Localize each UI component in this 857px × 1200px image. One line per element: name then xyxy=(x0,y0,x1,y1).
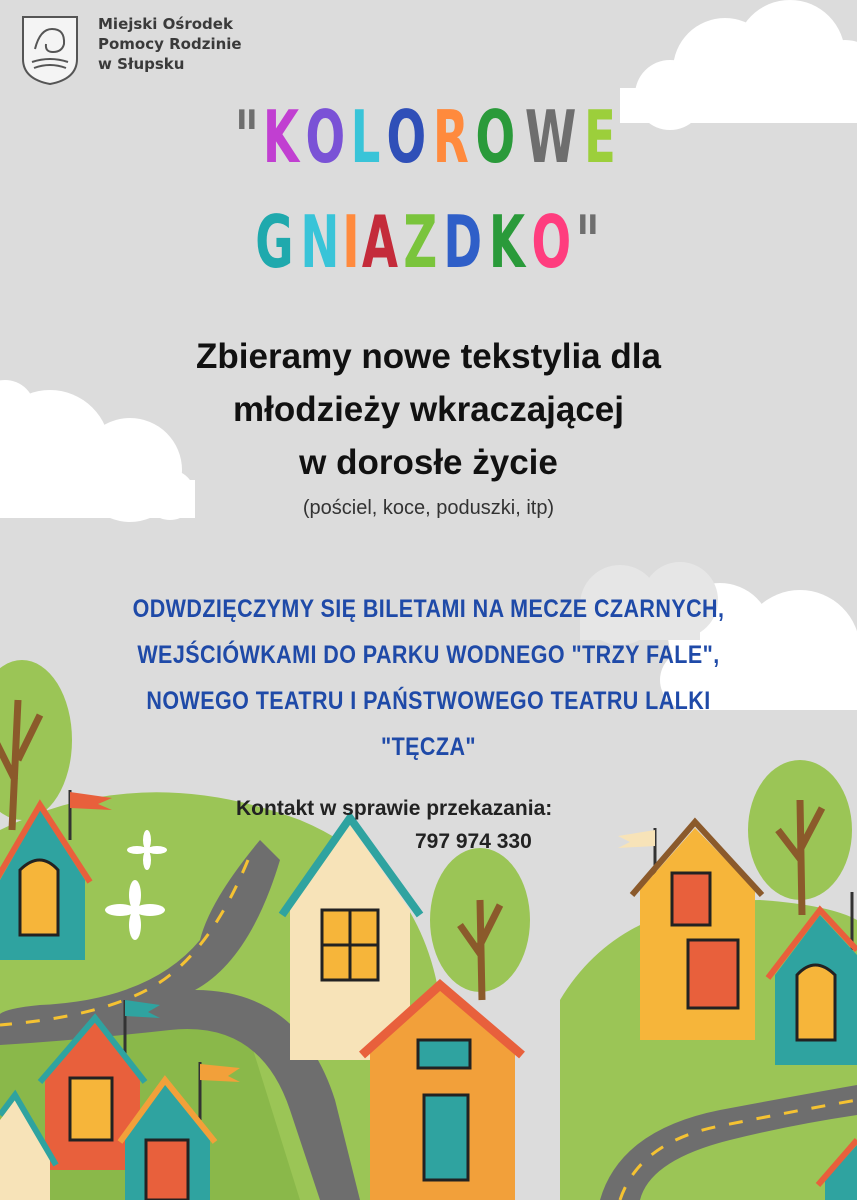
title-line-1-letter-4: O xyxy=(386,95,431,179)
title-line-2-letter-6: K xyxy=(489,200,530,284)
headline-line-3: w dorosłe życie xyxy=(299,443,558,482)
reward-text xyxy=(120,586,737,770)
contact-phone: 797 974 330 xyxy=(415,830,532,853)
headline-line-1: Zbieramy nowe tekstylia dla xyxy=(196,337,661,376)
headline-line-2: młodzieży wkraczającej xyxy=(232,390,625,429)
title-line-1-letter-3: L xyxy=(351,95,386,179)
reward-line-4: "TĘCZA" xyxy=(380,733,477,761)
title-line-1-letter-0: " xyxy=(235,95,264,179)
title-line-1 xyxy=(0,95,857,179)
title-line-2 xyxy=(0,200,857,284)
title-line-1-letter-8: E xyxy=(584,95,621,179)
title-line-2-letter-8: " xyxy=(576,200,605,284)
reward-line-2: WEJŚCIÓWKAMI DO PARKU WODNEGO "TRZY FALE", xyxy=(137,641,720,669)
org-line-1: Miejski Ośrodek xyxy=(98,15,233,33)
title-line-2-letter-5: D xyxy=(443,200,487,284)
organization-header xyxy=(20,14,242,86)
organization-logo-icon xyxy=(20,14,80,86)
headline xyxy=(0,330,857,489)
tree-left xyxy=(0,660,72,830)
organization-name xyxy=(98,14,242,74)
tree-right xyxy=(748,760,852,915)
tree-center xyxy=(430,848,530,1000)
title-line-1-letter-2: O xyxy=(305,95,350,179)
org-line-3: w Słupsku xyxy=(98,55,185,73)
title-line-1-letter-6: O xyxy=(475,95,520,179)
reward-line-1: ODWDZIĘCZYMY SIĘ BILETAMI NA MECZE CZARNYCH, xyxy=(132,595,725,623)
title-line-1-letter-1: K xyxy=(263,95,304,179)
title-line-2-letter-7: O xyxy=(531,200,576,284)
contact-label: Kontakt w sprawie przekazania: xyxy=(236,797,553,820)
title-line-2-letter-4: Z xyxy=(403,200,442,284)
title-line-2-letter-0: G xyxy=(255,200,298,284)
org-line-2: Pomocy Rodzinie xyxy=(98,35,242,53)
title-line-1-letter-7: W xyxy=(524,95,581,179)
title-line-2-letter-3: A xyxy=(362,200,403,284)
subtitle: (pościel, koce, poduszki, itp) xyxy=(302,497,555,519)
title-line-1-letter-5: R xyxy=(432,95,473,179)
title-line-2-letter-2: I xyxy=(342,200,365,284)
reward-line-3: NOWEGO TEATRU I PAŃSTWOWEGO TEATRU LALKI xyxy=(146,687,711,715)
title-line-2-letter-1: N xyxy=(300,200,344,284)
